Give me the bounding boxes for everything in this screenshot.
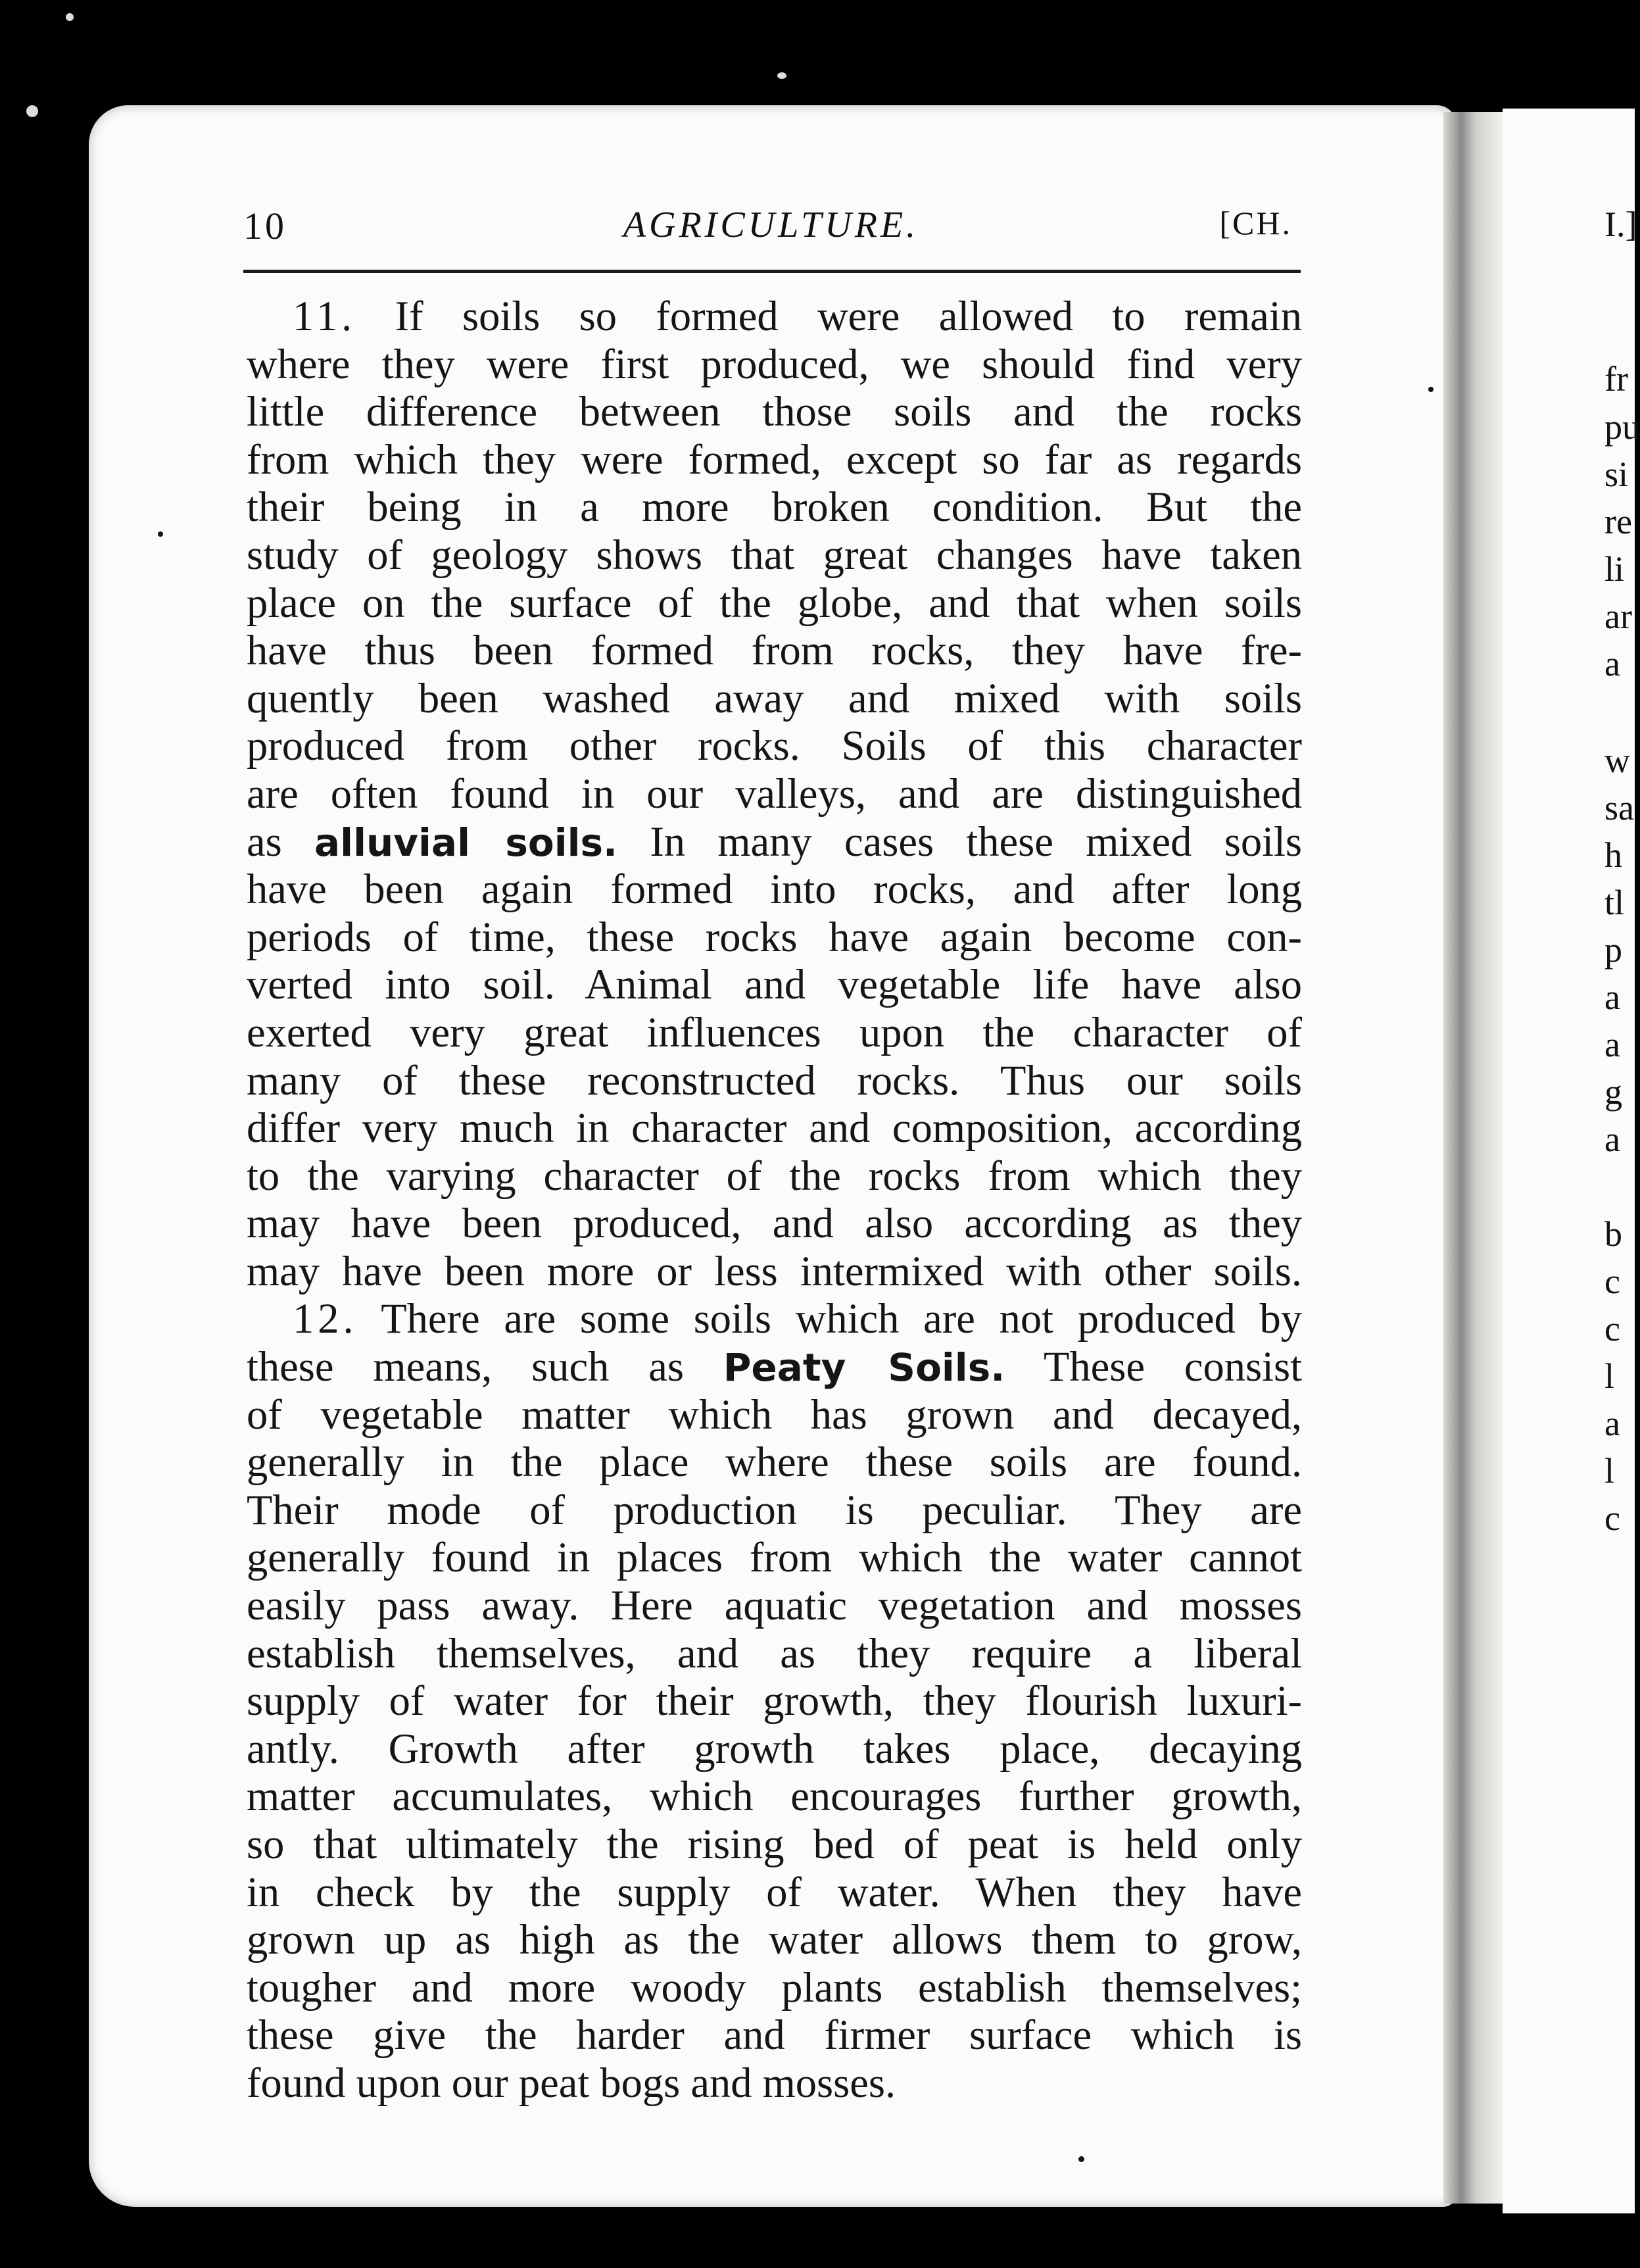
section-number: 11. — [293, 293, 356, 339]
page-number: 10 — [243, 205, 287, 247]
text-line: supply of water for their growth, they flourish luxuri- — [247, 1677, 1302, 1725]
text-line: may have been more or less intermixed with other soils. — [247, 1247, 1302, 1294]
text-line: their being in a more broken condition. But the — [247, 483, 1302, 531]
facing-line-fragment: h — [1604, 835, 1622, 875]
text-line: periods of time, these rocks have again become con- — [247, 913, 1302, 960]
facing-line-fragment: si — [1604, 455, 1629, 494]
text-line: have thus been formed from rocks, they have fre- — [247, 627, 1302, 674]
text-line: many of these reconstructed rocks. Thus our soils — [247, 1056, 1302, 1104]
ink-speck — [1078, 2156, 1084, 2162]
facing-line-fragment: li — [1604, 549, 1625, 589]
book-gutter — [1443, 112, 1503, 2204]
facing-line-fragment: l — [1604, 1356, 1615, 1396]
text-line: generally in the place where these soils are found. — [247, 1439, 1302, 1486]
text-line: these give the harder and firmer surface which is — [247, 2011, 1302, 2059]
facing-line-fragment: l — [1604, 1451, 1615, 1491]
header-rule — [243, 270, 1301, 273]
text-line: so that ultimately the rising bed of peat is held only — [247, 1821, 1302, 1867]
facing-page-header: I.] — [1604, 205, 1637, 244]
scan-speck — [66, 13, 74, 21]
text-line: found upon our peat bogs and mosses. — [247, 2059, 896, 2106]
key-term: alluvial soils. — [314, 820, 618, 865]
facing-line-fragment: g — [1604, 1072, 1622, 1112]
text-line: of vegetable matter which has grown and decayed, — [247, 1391, 1302, 1438]
facing-line-fragment: a — [1604, 977, 1620, 1017]
facing-line-fragment: sa — [1604, 788, 1634, 827]
facing-line-fragment: tl — [1604, 883, 1625, 922]
facing-line-fragment: c — [1604, 1309, 1620, 1348]
text-line: these means, such as Peaty Soils. These consist — [247, 1343, 1302, 1391]
facing-line-fragment: c — [1604, 1262, 1620, 1301]
text-line: study of geology shows that great changes have taken — [247, 531, 1302, 578]
text-line: 12. There are some soils which are not produced by — [293, 1295, 1302, 1343]
facing-line-fragment: c — [1604, 1498, 1620, 1538]
text-line: easily pass away. Here aquatic vegetation and mosses — [247, 1582, 1302, 1629]
text-line: as alluvial soils. In many cases these mixed soils — [247, 818, 1303, 865]
page-header — [243, 204, 1299, 257]
facing-line-fragment: a — [1604, 1025, 1620, 1064]
ink-speck — [1428, 387, 1434, 392]
facing-line-fragment: re — [1604, 502, 1632, 541]
facing-line-fragment: fr — [1604, 359, 1628, 399]
facing-line-fragment: a — [1604, 644, 1620, 683]
text-line: differ very much in character and composition, according — [247, 1104, 1302, 1152]
text-line: 11. If soils so formed were allowed to remain — [293, 293, 1302, 339]
facing-line-fragment: b — [1604, 1214, 1622, 1254]
text-line: to the varying character of the rocks from which they — [247, 1152, 1302, 1199]
scan-speck — [777, 72, 786, 79]
ink-speck — [158, 531, 163, 537]
text-line: antly. Growth after growth takes place, decaying — [247, 1725, 1302, 1772]
facing-line-fragment: ar — [1604, 597, 1632, 636]
text-line: have been again formed into rocks, and after long — [247, 866, 1302, 913]
running-title: AGRICULTURE. — [623, 205, 919, 245]
text-line: from which they were formed, except so far as regards — [247, 435, 1302, 483]
text-line: produced from other rocks. Soils of this character — [247, 722, 1302, 770]
text-line: generally found in places from which the water cannot — [247, 1534, 1302, 1581]
facing-line-fragment: p — [1604, 930, 1622, 970]
text-line: place on the surface of the globe, and that when soils — [247, 579, 1302, 626]
facing-line-fragment: a — [1604, 1120, 1620, 1159]
text-line: grown up as high as the water allows them to grow, — [247, 1916, 1302, 1963]
text-line: establish themselves, and as they require a liberal — [247, 1629, 1302, 1677]
page-body — [247, 293, 1302, 2108]
text-line: verted into soil. Animal and vegetable life have also — [247, 961, 1302, 1008]
text-line: tougher and more woody plants establish themselves; — [247, 1963, 1302, 2011]
facing-line-fragment: w — [1604, 741, 1630, 780]
text-line: exerted very great influences upon the character of — [247, 1008, 1302, 1056]
text-line: Their mode of production is peculiar. They are — [247, 1486, 1302, 1533]
text-line: quently been washed away and mixed with soils — [247, 674, 1302, 722]
text-line: may have been produced, and also according as they — [247, 1200, 1302, 1247]
scan-speck — [26, 105, 38, 117]
facing-line-fragment: pu — [1604, 407, 1640, 447]
text-line: where they were first produced, we should find very — [247, 340, 1302, 387]
chapter-marker: [CH. — [1219, 205, 1292, 241]
text-line: are often found in our valleys, and are distinguished — [247, 770, 1302, 817]
text-line: matter accumulates, which encourages further growth, — [247, 1773, 1302, 1820]
text-line: in check by the supply of water. When they have — [247, 1868, 1302, 1915]
facing-line-fragment: a — [1604, 1404, 1620, 1443]
section-number: 12. — [293, 1295, 358, 1343]
text-line: little difference between those soils and the rocks — [247, 388, 1302, 435]
key-term: Peaty Soils. — [723, 1345, 1005, 1391]
